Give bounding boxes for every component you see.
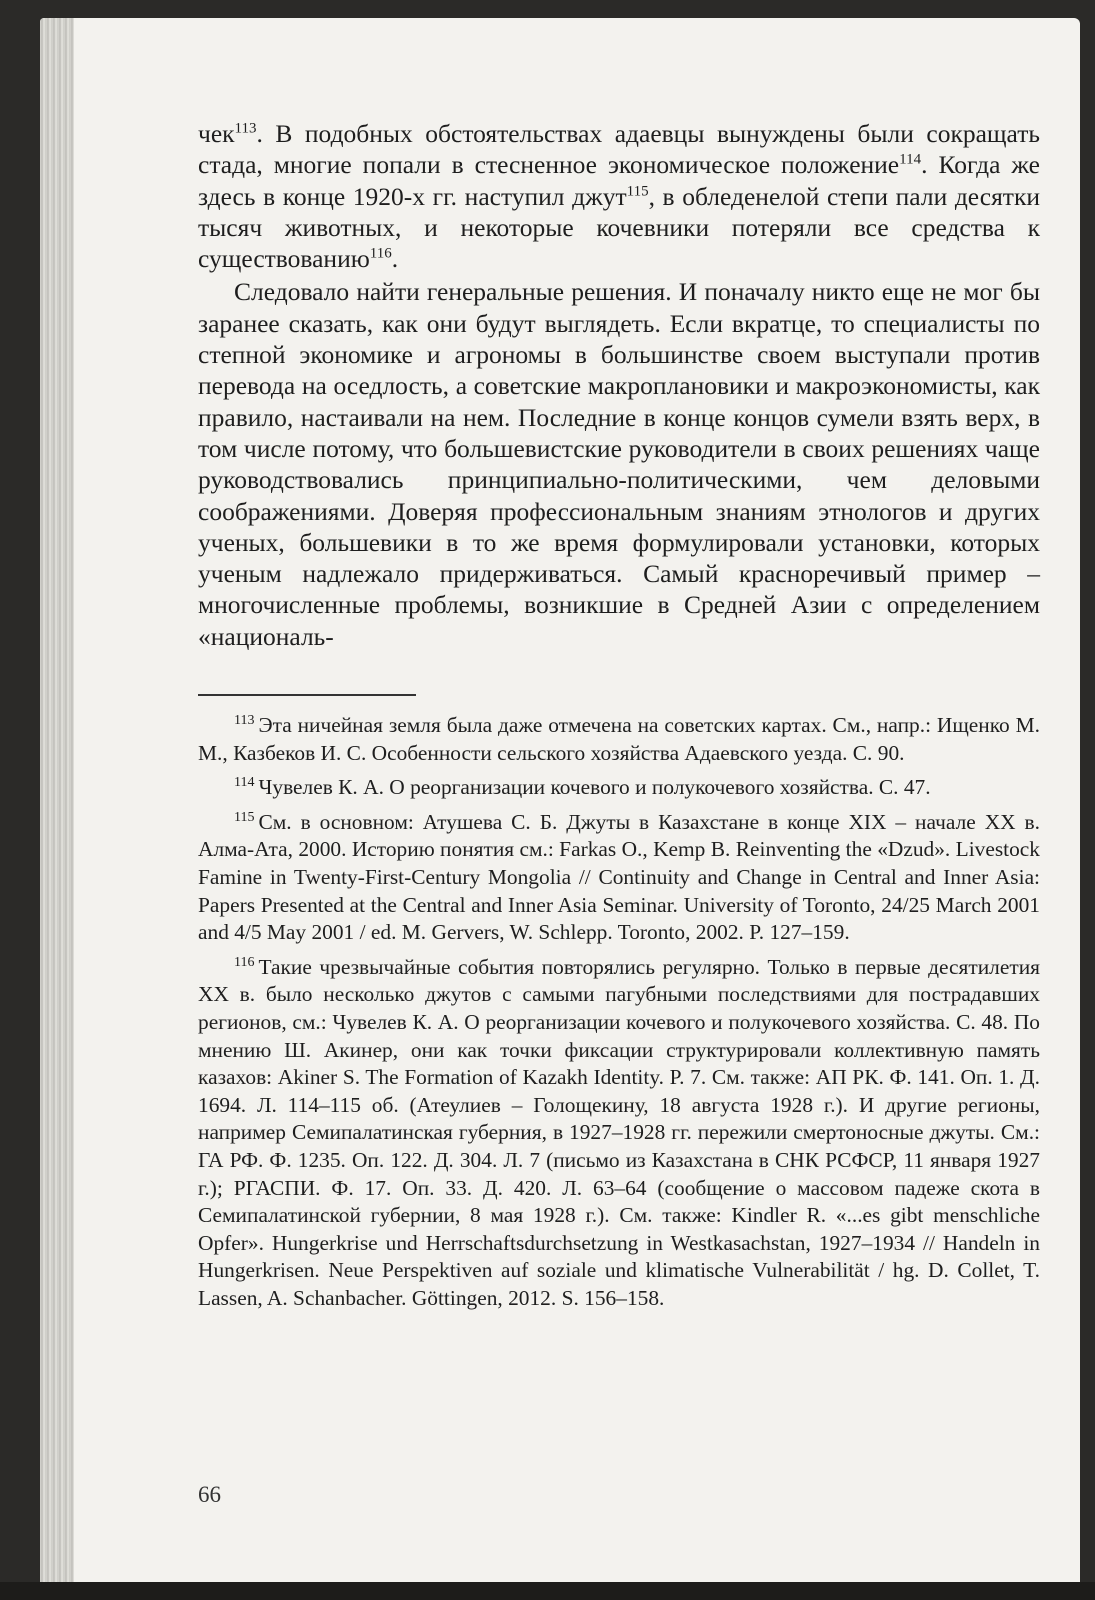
footnote-text: Такие чрезвычайные события повторялись регулярно. Только в первые десятилетия XX в. было несколько джутов с самыми пагубными последствиями для пострадавших регионов, см.: Чувелев К. А. О реорганизации кочевого и полукочевого хозяйства. С. 48. По мнению Ш. Акинер, они как точки фиксации структурировали коллективную память казахов: Akiner S. The Formation of Kazakh Identity. P. 7. См. также: АП РК. Ф. 141. Оп. 1. Д. 1694. Л. 114–115 об. (Атеулиев – Голощекину, 18 августа 1928 г.). И другие регионы, например Семипалатинская губерния, в 1927–1928 гг. пережили смертоносные джуты. См.: ГА РФ. Ф. 1235. Оп. 122. Д. 304. Л. 7 (письмо из Казахстана в СНК РСФСР, 11 января 1927 г.); РГАСПИ. Ф. 17. Оп. 33. Д. 420. Л. 63–64 (сообщение о массовом падеже скота в Семипалатинской губернии, 8 мая 1928 г.). См. также: Kindler R. «...es gibt menschliche Opfer». Hungerkrise und Herrschaftsdurchsetzung in Westkasachstan, 1927–1934 // Handeln in Hungerkrisen. Neue Perspektiven auf soziale und klimatische Vulnerabilität / hg. D. Collet, T. Lassen, A. Schanbacher. Göttingen, 2012. S. 156–158. [198,954,1040,1310]
page-edge [40,18,74,1583]
body-paragraph-1 [198,118,1040,274]
paragraph-text: , в обледенелой степи пали десятки тысяч животных, и некоторые кочевники потеряли все средства к существованию [198,181,1040,274]
footnote-116 [198,954,1040,1313]
footnote-number: 114 [234,775,255,791]
paragraph-text: чек [198,119,235,148]
paragraph-text: Следовало найти генеральные решения. И поначалу никто еще не мог бы заранее сказать, как они будут выглядеть. Если вкратце, то специалисты по степной экономике и агрономы в большинстве своем выступали против перевода на оседлость, а советские макроплановики и макроэкономисты, как правило, настаивали на нем. Последние в конце концов сумели взять верх, в том числе потому, что большевистские руководители в своих решениях чаще руководствовались принципиально-политическими, чем деловыми соображениями. Доверяя профессиональным знаниям этнологов и других ученых, большевики в то же время формулировали установки, которых ученым надлежало придерживаться. Самый красноречивый пример – многочисленные проблемы, возникшие в Средней Азии с определением «националь- [198,277,1040,651]
footnote-separator [198,694,416,696]
paragraph-text: . [391,244,399,274]
scan-shadow [0,1582,1095,1600]
body-paragraph-2 [198,276,1040,652]
book-page [40,18,1080,1583]
footnote-ref: 116 [369,245,392,262]
footnote-text: Чувелев К. А. О реорганизации кочевого и полукочевого хозяйства. С. 47. [258,775,931,800]
footnote-text: См. в основном: Атушева С. Б. Джуты в Казахстане в конце XIX – начале XX в. Алма-Ата, 2000. Историю понятия см.: Farkas O., Kemp B. Reinventing the «Dzud». Livestock Famine in Twenty-First-Century Mongolia // Continuity and Change in Central and Inner Asia: Papers Presented at the Central and Inner Asia Seminar. University of Toronto, 24/25 March 2001 and 4/5 May 2001 / ed. M. Gervers, W. Schlepp. Toronto, 2002. P. 127–159. [198,809,1040,945]
footnotes [198,712,1040,1312]
text-block [198,118,1040,1320]
footnote-ref: 113 [234,120,257,137]
paragraph-text: . В подобных обстоятельствах адаевцы вынуждены были сокращать стада, многие попали в стесненное экономическое положение [198,119,1040,180]
paragraph-text: . Когда же здесь в конце 1920-х гг. наступил джут [198,150,1040,211]
footnote-113 [198,712,1040,767]
footnote-ref: 115 [626,183,649,200]
footnote-number: 115 [234,809,255,825]
footnote-115 [198,809,1040,947]
footnote-114 [198,774,1040,802]
footnote-text: Эта ничейная земля была даже отмечена на советских картах. См., напр.: Ищенко М. М., Казбеков И. С. Особенности сельского хозяйства Адаевского уезда. С. 90. [198,713,1040,765]
footnote-ref: 114 [899,151,922,168]
footnote-number: 113 [234,712,255,728]
page-number: 66 [198,1482,221,1507]
footnote-number: 116 [234,954,255,970]
